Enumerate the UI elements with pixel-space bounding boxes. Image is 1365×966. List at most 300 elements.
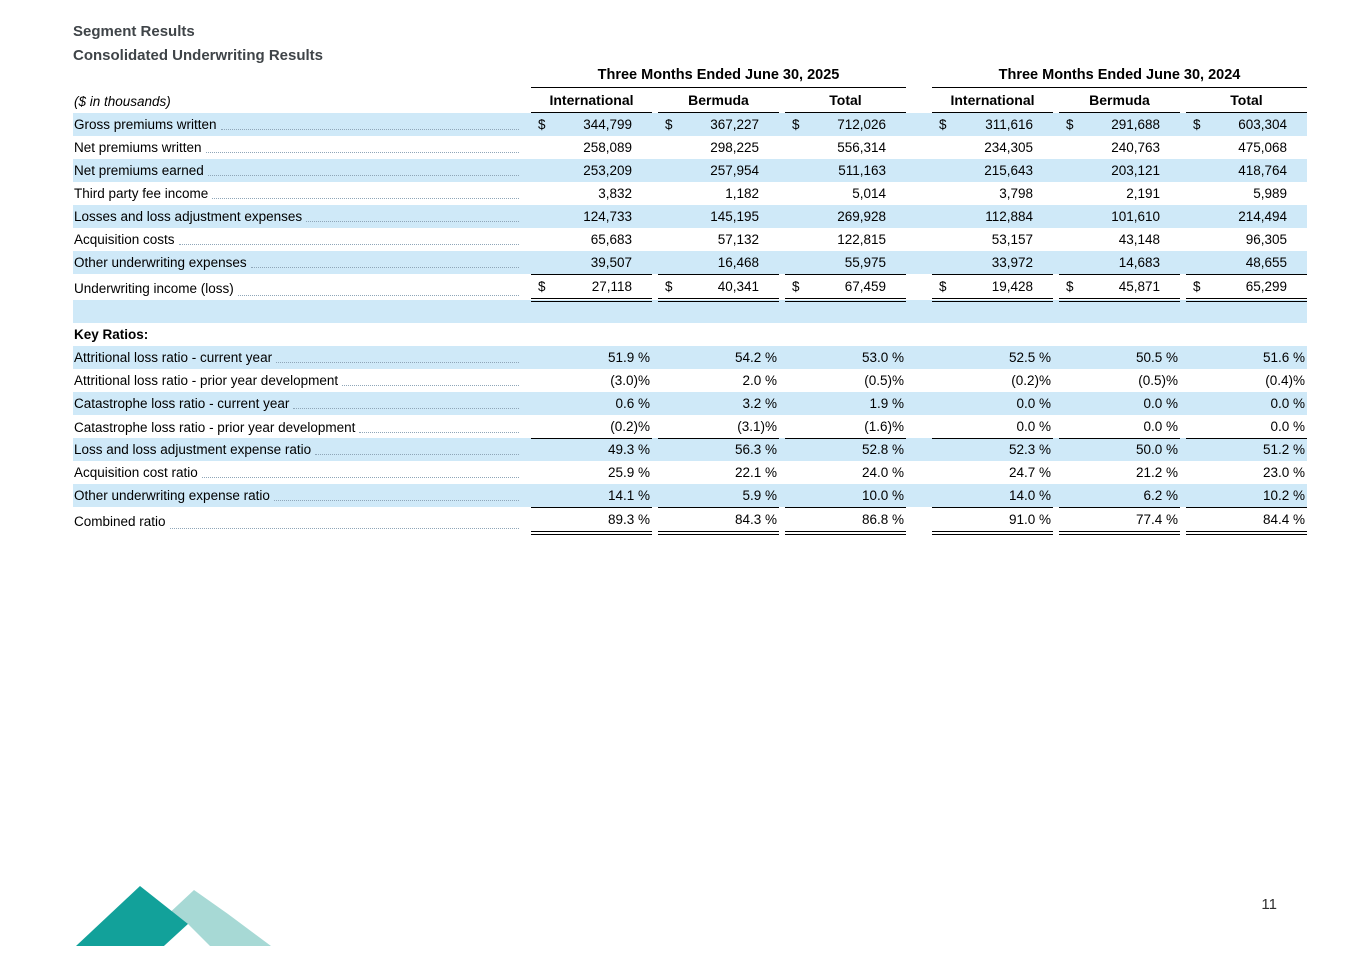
table-row <box>73 369 1307 392</box>
cell-value: 49.3 % <box>607 442 650 457</box>
value-cell <box>932 228 1053 251</box>
page-number: 11 <box>1261 896 1277 913</box>
cell-value: 0.0 % <box>1016 396 1051 411</box>
row-label: Key Ratios: <box>74 327 149 342</box>
dollar-sign: $ <box>792 279 800 294</box>
value-cell <box>785 228 906 251</box>
cell-value: 603,304 <box>1238 117 1287 132</box>
value-cell <box>932 392 1053 415</box>
cell-value: 33,972 <box>991 255 1033 270</box>
cell-value: 0.0 % <box>1270 419 1305 434</box>
value-cell <box>785 369 906 392</box>
dotted-leader <box>206 152 519 153</box>
column-spacer <box>912 64 926 88</box>
cell-value: 5,989 <box>1253 186 1287 201</box>
cell-value: 91.0 % <box>1008 512 1051 527</box>
row-label: Losses and loss adjustment expenses <box>74 209 303 224</box>
cell-value: 86.8 % <box>861 512 904 527</box>
row-label-cell <box>73 182 525 205</box>
cell-value: (1.6)% <box>864 419 904 434</box>
cell-value: 56.3 % <box>734 442 777 457</box>
cell-value: 0.0 % <box>1143 419 1178 434</box>
table-row <box>73 392 1307 415</box>
value-cell <box>1186 323 1307 346</box>
value-cell <box>1059 274 1180 302</box>
dollar-sign: $ <box>939 117 947 132</box>
value-cell <box>785 323 906 346</box>
cell-value: 269,928 <box>837 209 886 224</box>
value-cell <box>1186 228 1307 251</box>
value-cell <box>531 159 652 182</box>
cell-value: 40,341 <box>717 279 759 294</box>
value-cell <box>932 300 1053 323</box>
cell-value: 89.3 % <box>607 512 650 527</box>
value-cell <box>1186 392 1307 415</box>
cell-value: 65,683 <box>590 232 632 247</box>
cell-value: 203,121 <box>1111 163 1160 178</box>
value-cell <box>531 205 652 228</box>
value-cell <box>658 205 779 228</box>
row-label: Gross premiums written <box>74 117 217 132</box>
cell-value: 52.8 % <box>861 442 904 457</box>
group-header-2025: Three Months Ended June 30, 2025 <box>531 64 906 88</box>
value-cell <box>932 136 1053 159</box>
value-cell <box>1059 346 1180 369</box>
value-cell <box>531 228 652 251</box>
page-subtitle: Consolidated Underwriting Results <box>73 47 324 64</box>
table-row <box>73 274 1307 300</box>
section-header-row <box>73 323 1307 346</box>
dollar-sign: $ <box>792 117 800 132</box>
value-cell <box>1186 205 1307 228</box>
row-label-cell <box>73 461 525 484</box>
row-label-cell <box>73 159 525 182</box>
value-cell <box>785 438 906 461</box>
dotted-leader <box>179 244 519 245</box>
dollar-sign: $ <box>1066 279 1074 294</box>
cell-value: 124,733 <box>583 209 632 224</box>
cell-value: 51.2 % <box>1262 442 1305 457</box>
dollar-sign: $ <box>1066 117 1074 132</box>
value-cell <box>1059 205 1180 228</box>
value-cell <box>1059 415 1180 439</box>
row-label: Attritional loss ratio - current year <box>74 350 273 365</box>
value-cell <box>932 346 1053 369</box>
value-cell <box>658 415 779 439</box>
table-row <box>73 438 1307 461</box>
value-cell <box>932 274 1053 302</box>
value-cell <box>531 182 652 205</box>
page-titles <box>73 20 323 68</box>
cell-value: 101,610 <box>1111 209 1160 224</box>
cell-value: 6.2 % <box>1143 488 1178 503</box>
value-cell <box>932 205 1053 228</box>
value-cell <box>658 274 779 302</box>
dotted-leader <box>221 129 519 130</box>
cell-value: 3,832 <box>598 186 632 201</box>
table-row <box>73 136 1307 159</box>
cell-value: 0.6 % <box>615 396 650 411</box>
value-cell <box>658 346 779 369</box>
cell-value: 5,014 <box>852 186 886 201</box>
row-label: Underwriting income (loss) <box>74 280 234 296</box>
row-label-cell <box>73 323 525 346</box>
value-cell <box>1186 300 1307 323</box>
value-cell <box>1059 159 1180 182</box>
value-cell <box>1059 300 1180 323</box>
cell-value: 57,132 <box>717 232 759 247</box>
cell-value: 122,815 <box>837 232 886 247</box>
column-header-total-2024: Total <box>1186 89 1307 113</box>
row-label: Other underwriting expense ratio <box>74 488 270 503</box>
cell-value: 50.0 % <box>1135 442 1178 457</box>
column-header-total-2025: Total <box>785 89 906 113</box>
value-cell <box>1186 484 1307 507</box>
value-cell <box>531 461 652 484</box>
dotted-leader <box>274 500 519 501</box>
cell-value: (0.5)% <box>864 373 904 388</box>
value-cell <box>1186 159 1307 182</box>
value-cell <box>531 136 652 159</box>
group-header-2024: Three Months Ended June 30, 2024 <box>932 64 1307 88</box>
row-label-cell <box>73 228 525 251</box>
column-spacer <box>912 274 926 302</box>
cell-value: 3,798 <box>999 186 1033 201</box>
row-label-cell <box>73 346 525 369</box>
cell-value: (3.1)% <box>737 419 777 434</box>
table-row <box>73 415 1307 438</box>
value-cell <box>932 251 1053 274</box>
cell-value: 291,688 <box>1111 117 1160 132</box>
cell-value: 556,314 <box>837 140 886 155</box>
table-body <box>73 113 1307 533</box>
value-cell <box>1059 251 1180 274</box>
cell-value: 214,494 <box>1238 209 1287 224</box>
cell-value: 2.0 % <box>742 373 777 388</box>
cell-value: 311,616 <box>985 117 1033 132</box>
table-row <box>73 205 1307 228</box>
underwriting-results-table <box>73 64 1307 533</box>
column-spacer <box>912 323 926 346</box>
row-label: Net premiums written <box>74 140 202 155</box>
row-label: Loss and loss adjustment expense ratio <box>74 442 312 457</box>
dollar-sign: $ <box>538 117 546 132</box>
logo-dark-peak <box>76 886 188 946</box>
table-row <box>73 159 1307 182</box>
value-cell <box>1186 274 1307 302</box>
value-cell <box>785 205 906 228</box>
table-row <box>73 251 1307 274</box>
value-cell <box>658 251 779 274</box>
value-cell <box>658 182 779 205</box>
value-cell <box>658 323 779 346</box>
cell-value: 53.0 % <box>861 350 904 365</box>
value-cell <box>785 251 906 274</box>
value-cell <box>658 159 779 182</box>
cell-value: 24.7 % <box>1008 465 1051 480</box>
cell-value: 234,305 <box>984 140 1033 155</box>
cell-value: 77.4 % <box>1135 512 1178 527</box>
column-header-bermuda-2024: Bermuda <box>1059 89 1180 113</box>
cell-value: 39,507 <box>590 255 632 270</box>
dotted-leader <box>315 454 519 455</box>
cell-value: 52.5 % <box>1008 350 1051 365</box>
cell-value: 53,157 <box>991 232 1033 247</box>
column-header-international-2024: International <box>932 89 1053 113</box>
cell-value: 25.9 % <box>607 465 650 480</box>
column-header-international-2025: International <box>531 89 652 113</box>
value-cell <box>932 484 1053 507</box>
column-spacer <box>912 182 926 205</box>
cell-value: 344,799 <box>583 117 632 132</box>
cell-value: 240,763 <box>1111 140 1160 155</box>
row-label: Catastrophe loss ratio - current year <box>74 396 290 411</box>
units-note-cell <box>73 90 525 113</box>
dollar-sign: $ <box>538 279 546 294</box>
value-cell <box>1059 369 1180 392</box>
dollar-sign: $ <box>665 279 673 294</box>
column-spacer <box>912 346 926 369</box>
cell-value: 14.0 % <box>1008 488 1051 503</box>
value-cell <box>531 392 652 415</box>
dollar-sign: $ <box>665 117 673 132</box>
value-cell <box>531 484 652 507</box>
column-spacer <box>912 300 926 323</box>
value-cell <box>932 461 1053 484</box>
value-cell <box>785 507 906 535</box>
column-spacer <box>912 461 926 484</box>
cell-value: 0.0 % <box>1016 419 1051 434</box>
value-cell <box>1059 182 1180 205</box>
value-cell <box>1059 323 1180 346</box>
cell-value: 52.3 % <box>1008 442 1051 457</box>
dotted-leader <box>342 385 519 386</box>
cell-value: 14,683 <box>1118 255 1160 270</box>
value-cell <box>531 274 652 302</box>
cell-value: 112,884 <box>985 209 1033 224</box>
value-cell <box>531 300 652 323</box>
cell-value: 1.9 % <box>869 396 904 411</box>
dotted-leader <box>276 362 519 363</box>
dotted-leader <box>208 175 519 176</box>
value-cell <box>1186 346 1307 369</box>
value-cell <box>1186 461 1307 484</box>
cell-value: 253,209 <box>583 163 632 178</box>
table-row <box>73 484 1307 507</box>
cell-value: (3.0)% <box>610 373 650 388</box>
row-label-cell <box>73 392 525 415</box>
value-cell <box>1059 113 1180 136</box>
value-cell <box>1059 438 1180 461</box>
cell-value: 48,655 <box>1245 255 1287 270</box>
value-cell <box>531 323 652 346</box>
value-cell <box>785 461 906 484</box>
cell-value: 298,225 <box>710 140 759 155</box>
column-spacer <box>912 392 926 415</box>
table-row <box>73 113 1307 136</box>
row-label-cell <box>73 251 525 274</box>
value-cell <box>1186 251 1307 274</box>
value-cell <box>785 346 906 369</box>
value-cell <box>1059 484 1180 507</box>
cell-value: 1,182 <box>725 186 759 201</box>
cell-value: 24.0 % <box>861 465 904 480</box>
cell-value: 16,468 <box>717 255 759 270</box>
table-row <box>73 228 1307 251</box>
value-cell <box>658 484 779 507</box>
cell-value: 257,954 <box>710 163 759 178</box>
dotted-leader <box>202 477 519 478</box>
cell-value: 3.2 % <box>742 396 777 411</box>
row-label: Net premiums earned <box>74 163 204 178</box>
units-note: ($ in thousands) <box>74 94 171 109</box>
row-label: Catastrophe loss ratio - prior year development <box>74 419 356 435</box>
value-cell <box>658 300 779 323</box>
value-cell <box>1186 507 1307 535</box>
value-cell <box>785 182 906 205</box>
dotted-leader <box>170 528 519 529</box>
value-cell <box>1186 415 1307 439</box>
cell-value: 712,026 <box>837 117 886 132</box>
value-cell <box>932 159 1053 182</box>
value-cell <box>785 300 906 323</box>
cell-value: 145,195 <box>710 209 759 224</box>
value-cell <box>785 159 906 182</box>
cell-value: 5.9 % <box>742 488 777 503</box>
value-cell <box>1186 369 1307 392</box>
cell-value: 475,068 <box>1238 140 1287 155</box>
row-label-cell <box>73 507 525 535</box>
cell-value: (0.5)% <box>1138 373 1178 388</box>
value-cell <box>531 438 652 461</box>
cell-value: 10.2 % <box>1262 488 1305 503</box>
value-cell <box>658 507 779 535</box>
group-header-row <box>73 64 1307 88</box>
value-cell <box>658 369 779 392</box>
value-cell <box>1186 113 1307 136</box>
row-label-cell <box>73 438 525 461</box>
value-cell <box>531 251 652 274</box>
cell-value: 43,148 <box>1118 232 1160 247</box>
cell-value: (0.4)% <box>1265 373 1305 388</box>
dotted-leader <box>293 408 519 409</box>
value-cell <box>785 415 906 439</box>
table-row <box>73 461 1307 484</box>
cell-value: 45,871 <box>1118 279 1160 294</box>
row-label-cell <box>73 300 525 323</box>
value-cell <box>785 484 906 507</box>
row-label-cell <box>73 136 525 159</box>
company-logo <box>76 880 271 946</box>
cell-value: 511,163 <box>838 163 886 178</box>
row-label-cell <box>73 369 525 392</box>
cell-value: 0.0 % <box>1270 396 1305 411</box>
cell-value: 10.0 % <box>861 488 904 503</box>
cell-value: 2,191 <box>1126 186 1160 201</box>
row-label: Attritional loss ratio - prior year development <box>74 373 339 388</box>
cell-value: 22.1 % <box>734 465 777 480</box>
value-cell <box>531 346 652 369</box>
row-label-cell <box>73 113 525 136</box>
value-cell <box>1186 438 1307 461</box>
page-title: Segment Results <box>73 23 195 40</box>
dotted-leader <box>251 267 519 268</box>
column-spacer <box>912 136 926 159</box>
cell-value: 215,643 <box>984 163 1033 178</box>
value-cell <box>1059 228 1180 251</box>
table-row <box>73 182 1307 205</box>
row-label-cell <box>73 415 525 439</box>
cell-value: 96,305 <box>1245 232 1287 247</box>
dollar-sign: $ <box>1193 279 1201 294</box>
value-cell <box>932 182 1053 205</box>
value-cell <box>531 507 652 535</box>
value-cell <box>785 113 906 136</box>
column-spacer <box>912 415 926 439</box>
value-cell <box>1186 136 1307 159</box>
row-label: Third party fee income <box>74 186 209 201</box>
column-spacer <box>912 228 926 251</box>
value-cell <box>932 369 1053 392</box>
dotted-leader <box>306 221 519 222</box>
column-spacer <box>912 159 926 182</box>
value-cell <box>932 438 1053 461</box>
cell-value: 84.3 % <box>734 512 777 527</box>
value-cell <box>658 461 779 484</box>
value-cell <box>531 113 652 136</box>
cell-value: 84.4 % <box>1262 512 1305 527</box>
row-label: Other underwriting expenses <box>74 255 247 270</box>
table-row <box>73 346 1307 369</box>
spacer-row <box>73 300 1307 323</box>
value-cell <box>1059 461 1180 484</box>
column-spacer <box>912 507 926 535</box>
column-spacer <box>912 251 926 274</box>
cell-value: 23.0 % <box>1262 465 1305 480</box>
value-cell <box>785 392 906 415</box>
table-row <box>73 507 1307 533</box>
column-spacer <box>912 484 926 507</box>
value-cell <box>785 136 906 159</box>
cell-value: 0.0 % <box>1143 396 1178 411</box>
value-cell <box>1059 507 1180 535</box>
value-cell <box>1186 182 1307 205</box>
value-cell <box>1059 136 1180 159</box>
cell-value: 67,459 <box>844 279 886 294</box>
dollar-sign: $ <box>939 279 947 294</box>
row-label-cell <box>73 274 525 302</box>
cell-value: (0.2)% <box>610 419 650 434</box>
value-cell <box>932 415 1053 439</box>
cell-value: 51.6 % <box>1262 350 1305 365</box>
dotted-leader <box>238 295 519 296</box>
cell-value: 418,764 <box>1238 163 1287 178</box>
value-cell <box>932 507 1053 535</box>
value-cell <box>785 274 906 302</box>
cell-value: 19,428 <box>991 279 1033 294</box>
dotted-leader <box>359 432 519 433</box>
dotted-leader <box>212 198 519 199</box>
group-header-empty <box>73 64 525 88</box>
value-cell <box>658 438 779 461</box>
value-cell <box>658 113 779 136</box>
cell-value: 258,089 <box>583 140 632 155</box>
value-cell <box>1059 392 1180 415</box>
cell-value: 27,118 <box>591 279 632 294</box>
column-spacer <box>912 113 926 136</box>
row-label-cell <box>73 205 525 228</box>
cell-value: 65,299 <box>1245 279 1287 294</box>
